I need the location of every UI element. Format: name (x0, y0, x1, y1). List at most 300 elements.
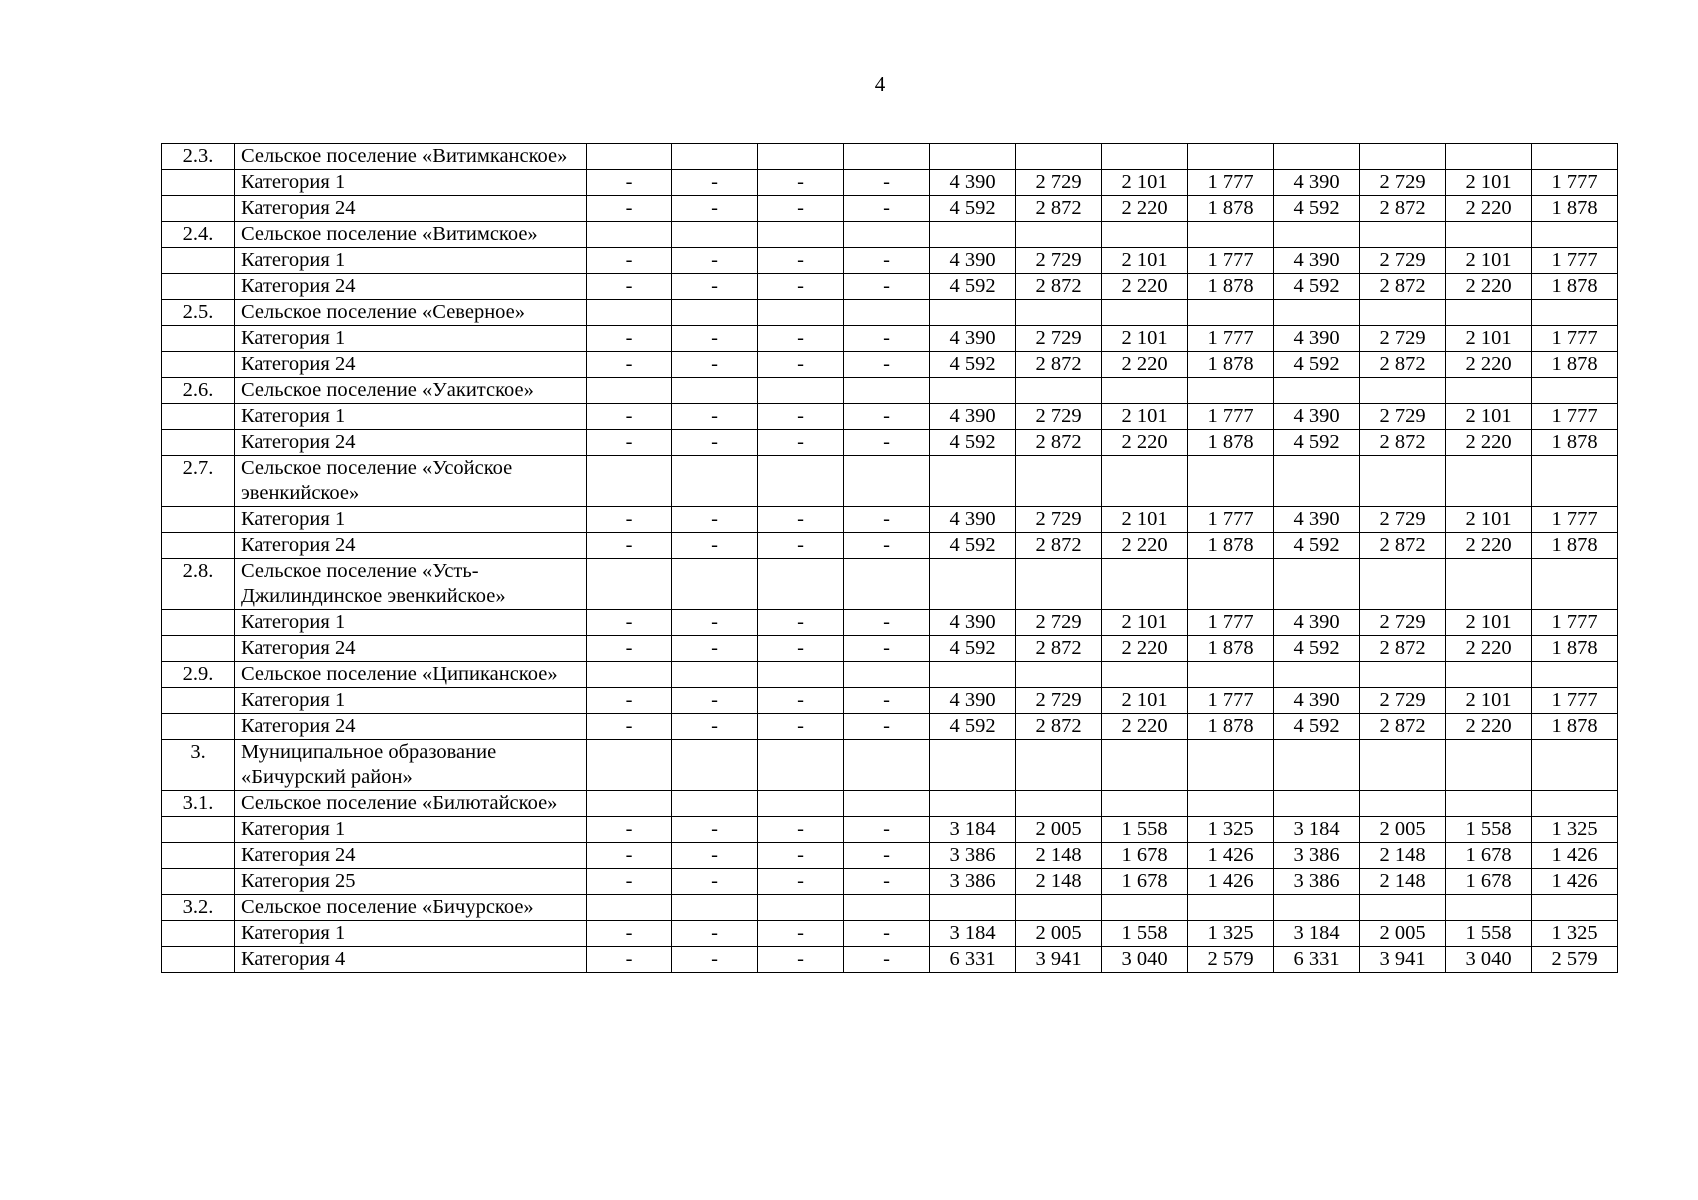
dash-cell: - (758, 817, 844, 843)
dash-cell: - (758, 869, 844, 895)
dash-cell: - (844, 170, 930, 196)
page-number: 4 (874, 72, 886, 96)
value-cell: 2 729 (1360, 326, 1446, 352)
dash-cell: - (844, 196, 930, 222)
row-number (162, 430, 235, 456)
dash-cell (587, 378, 672, 404)
value-cell: 1 878 (1532, 714, 1618, 740)
row-name: Сельское поселение «Ципиканское» (235, 662, 587, 688)
value-cell (1188, 222, 1274, 248)
value-cell: 1 777 (1532, 610, 1618, 636)
row-number (162, 326, 235, 352)
row-name: Категория 1 (235, 817, 587, 843)
value-cell: 2 729 (1360, 248, 1446, 274)
value-cell (1532, 456, 1618, 507)
value-cell: 4 390 (1274, 326, 1360, 352)
dash-cell: - (758, 326, 844, 352)
dash-cell (587, 222, 672, 248)
dash-cell: - (672, 869, 758, 895)
value-cell (1532, 378, 1618, 404)
dash-cell (844, 300, 930, 326)
value-cell (1188, 740, 1274, 791)
table-row (162, 895, 1618, 921)
dash-cell: - (587, 817, 672, 843)
row-number (162, 352, 235, 378)
table-row (162, 533, 1618, 559)
value-cell: 2 220 (1102, 714, 1188, 740)
value-cell: 2 148 (1016, 843, 1102, 869)
dash-cell: - (844, 843, 930, 869)
value-cell: 2 005 (1360, 817, 1446, 843)
table-row (162, 222, 1618, 248)
value-cell: 4 390 (1274, 248, 1360, 274)
value-cell: 2 872 (1016, 196, 1102, 222)
value-cell: 2 729 (1360, 170, 1446, 196)
value-cell (1188, 456, 1274, 507)
row-name: Категория 25 (235, 869, 587, 895)
dash-cell: - (672, 947, 758, 973)
value-cell: 2 729 (1016, 688, 1102, 714)
dash-cell: - (587, 636, 672, 662)
dash-cell: - (758, 170, 844, 196)
value-cell (1188, 559, 1274, 610)
dash-cell (587, 895, 672, 921)
value-cell: 1 777 (1532, 248, 1618, 274)
dash-cell: - (844, 714, 930, 740)
value-cell: 4 390 (1274, 507, 1360, 533)
table-row (162, 430, 1618, 456)
value-cell: 4 592 (1274, 274, 1360, 300)
row-number (162, 817, 235, 843)
dash-cell (844, 559, 930, 610)
dash-cell (587, 791, 672, 817)
value-cell (1446, 662, 1532, 688)
value-cell (1102, 740, 1188, 791)
row-name: Категория 1 (235, 170, 587, 196)
value-cell: 4 390 (930, 170, 1016, 196)
dash-cell: - (758, 688, 844, 714)
dash-cell: - (672, 196, 758, 222)
dash-cell (758, 662, 844, 688)
value-cell (1532, 300, 1618, 326)
row-number (162, 688, 235, 714)
value-cell: 4 390 (1274, 610, 1360, 636)
table-row (162, 921, 1618, 947)
dash-cell (672, 791, 758, 817)
value-cell: 2 101 (1446, 688, 1532, 714)
value-cell: 1 878 (1532, 352, 1618, 378)
value-cell: 2 872 (1016, 352, 1102, 378)
dash-cell (758, 378, 844, 404)
value-cell: 1 777 (1532, 507, 1618, 533)
value-cell (1102, 895, 1188, 921)
row-name: Категория 1 (235, 326, 587, 352)
dash-cell: - (844, 404, 930, 430)
dash-cell: - (672, 817, 758, 843)
value-cell: 2 101 (1446, 170, 1532, 196)
dash-cell: - (844, 636, 930, 662)
dash-cell: - (587, 430, 672, 456)
value-cell: 1 426 (1532, 869, 1618, 895)
value-cell: 2 579 (1532, 947, 1618, 973)
dash-cell: - (758, 610, 844, 636)
value-cell: 2 872 (1016, 430, 1102, 456)
value-cell (1016, 791, 1102, 817)
value-cell (1188, 895, 1274, 921)
dash-cell (758, 559, 844, 610)
value-cell (1446, 300, 1532, 326)
value-cell: 1 777 (1188, 248, 1274, 274)
dash-cell: - (672, 170, 758, 196)
dash-cell: - (844, 274, 930, 300)
value-cell: 2 148 (1016, 869, 1102, 895)
value-cell (1532, 662, 1618, 688)
table-row (162, 740, 1618, 791)
table-row (162, 636, 1618, 662)
dash-cell: - (672, 352, 758, 378)
dash-cell: - (587, 196, 672, 222)
value-cell: 2 729 (1360, 688, 1446, 714)
dash-cell (758, 144, 844, 170)
value-cell: 4 390 (1274, 688, 1360, 714)
dash-cell (672, 144, 758, 170)
value-cell: 2 101 (1446, 326, 1532, 352)
value-cell (1360, 300, 1446, 326)
dash-cell (758, 456, 844, 507)
value-cell: 2 101 (1446, 610, 1532, 636)
dash-cell (758, 740, 844, 791)
value-cell (1360, 456, 1446, 507)
value-cell: 6 331 (930, 947, 1016, 973)
row-number: 2.5. (162, 300, 235, 326)
value-cell (1102, 378, 1188, 404)
value-cell (1446, 378, 1532, 404)
row-number (162, 610, 235, 636)
value-cell: 2 101 (1446, 248, 1532, 274)
value-cell: 2 101 (1446, 507, 1532, 533)
value-cell (930, 791, 1016, 817)
value-cell: 4 592 (930, 274, 1016, 300)
value-cell (930, 378, 1016, 404)
value-cell: 3 386 (1274, 869, 1360, 895)
row-number: 2.8. (162, 559, 235, 610)
value-cell: 2 872 (1360, 196, 1446, 222)
dash-cell (672, 559, 758, 610)
dash-cell (672, 895, 758, 921)
dash-cell: - (587, 714, 672, 740)
value-cell: 1 878 (1188, 274, 1274, 300)
dash-cell (672, 300, 758, 326)
value-cell: 3 040 (1446, 947, 1532, 973)
dash-cell: - (758, 507, 844, 533)
row-name: Категория 24 (235, 274, 587, 300)
dash-cell: - (587, 610, 672, 636)
dash-cell: - (672, 326, 758, 352)
value-cell: 2 101 (1102, 688, 1188, 714)
row-number: 2.6. (162, 378, 235, 404)
table-row (162, 248, 1618, 274)
dash-cell: - (844, 688, 930, 714)
dash-cell (587, 662, 672, 688)
value-cell: 4 390 (930, 688, 1016, 714)
value-cell: 2 220 (1446, 533, 1532, 559)
value-cell (1016, 378, 1102, 404)
table-row (162, 456, 1618, 507)
row-number: 3.2. (162, 895, 235, 921)
value-cell (1360, 222, 1446, 248)
dash-cell (758, 222, 844, 248)
dash-cell: - (672, 843, 758, 869)
dash-cell: - (758, 404, 844, 430)
dash-cell: - (844, 610, 930, 636)
value-cell: 2 872 (1360, 274, 1446, 300)
table-row (162, 714, 1618, 740)
row-name: Сельское поселение «Уакитское» (235, 378, 587, 404)
dash-cell: - (672, 688, 758, 714)
table-row (162, 404, 1618, 430)
dash-cell (587, 740, 672, 791)
row-number (162, 869, 235, 895)
dash-cell: - (672, 274, 758, 300)
value-cell: 4 592 (1274, 636, 1360, 662)
value-cell: 2 872 (1016, 274, 1102, 300)
value-cell: 4 390 (930, 507, 1016, 533)
table-body (162, 144, 1618, 973)
value-cell: 1 558 (1102, 921, 1188, 947)
value-cell (1532, 222, 1618, 248)
value-cell (1102, 144, 1188, 170)
value-cell (1274, 791, 1360, 817)
value-cell (1360, 144, 1446, 170)
row-number (162, 170, 235, 196)
row-name: Сельское поселение «Витимканское» (235, 144, 587, 170)
row-number: 2.7. (162, 456, 235, 507)
row-name: Сельское поселение «Усть-Джилиндинское эвенкийское» (235, 559, 587, 610)
value-cell: 3 184 (930, 921, 1016, 947)
value-cell: 2 872 (1360, 352, 1446, 378)
row-number (162, 196, 235, 222)
value-cell: 1 777 (1188, 170, 1274, 196)
dash-cell: - (844, 352, 930, 378)
dash-cell: - (672, 533, 758, 559)
value-cell (1274, 222, 1360, 248)
dash-cell (672, 740, 758, 791)
dash-cell: - (758, 921, 844, 947)
dash-cell: - (672, 404, 758, 430)
value-cell: 1 878 (1188, 430, 1274, 456)
dash-cell: - (844, 507, 930, 533)
dash-cell (672, 378, 758, 404)
value-cell (1102, 222, 1188, 248)
value-cell: 2 101 (1102, 170, 1188, 196)
value-cell: 1 878 (1532, 196, 1618, 222)
value-cell (1188, 791, 1274, 817)
dash-cell: - (672, 714, 758, 740)
value-cell: 1 878 (1188, 196, 1274, 222)
row-name: Муниципальное образование «Бичурский район» (235, 740, 587, 791)
value-cell: 1 878 (1532, 430, 1618, 456)
dash-cell (844, 456, 930, 507)
dash-cell: - (587, 326, 672, 352)
value-cell: 2 220 (1446, 430, 1532, 456)
value-cell: 2 872 (1360, 636, 1446, 662)
dash-cell (672, 662, 758, 688)
value-cell: 2 872 (1016, 533, 1102, 559)
dash-cell: - (672, 507, 758, 533)
row-number (162, 507, 235, 533)
dash-cell: - (587, 404, 672, 430)
value-cell (1274, 662, 1360, 688)
value-cell: 4 390 (1274, 404, 1360, 430)
value-cell: 4 592 (1274, 714, 1360, 740)
value-cell: 1 878 (1532, 274, 1618, 300)
row-name: Категория 4 (235, 947, 587, 973)
value-cell (1016, 740, 1102, 791)
row-name: Категория 24 (235, 430, 587, 456)
dash-cell: - (758, 274, 844, 300)
table-row (162, 274, 1618, 300)
value-cell: 1 558 (1446, 921, 1532, 947)
row-name: Категория 24 (235, 352, 587, 378)
value-cell: 3 184 (1274, 921, 1360, 947)
dash-cell: - (758, 714, 844, 740)
value-cell (1532, 144, 1618, 170)
dash-cell (844, 662, 930, 688)
value-cell (1360, 895, 1446, 921)
value-cell: 1 426 (1532, 843, 1618, 869)
value-cell: 1 325 (1188, 817, 1274, 843)
value-cell (1532, 791, 1618, 817)
dash-cell: - (672, 921, 758, 947)
row-number: 2.9. (162, 662, 235, 688)
value-cell: 4 592 (930, 533, 1016, 559)
value-cell: 1 426 (1188, 843, 1274, 869)
row-name: Категория 24 (235, 714, 587, 740)
value-cell: 1 878 (1188, 533, 1274, 559)
value-cell (1016, 222, 1102, 248)
table-row (162, 559, 1618, 610)
row-name: Категория 24 (235, 533, 587, 559)
value-cell: 1 558 (1446, 817, 1532, 843)
row-number (162, 714, 235, 740)
value-cell: 2 729 (1360, 610, 1446, 636)
table-row (162, 507, 1618, 533)
value-cell (1274, 740, 1360, 791)
value-cell: 1 878 (1188, 352, 1274, 378)
value-cell: 1 777 (1532, 170, 1618, 196)
value-cell (1532, 895, 1618, 921)
row-name: Сельское поселение «Билютайское» (235, 791, 587, 817)
table-row (162, 791, 1618, 817)
dash-cell: - (672, 430, 758, 456)
value-cell: 3 386 (1274, 843, 1360, 869)
value-cell: 2 220 (1102, 636, 1188, 662)
dash-cell (587, 300, 672, 326)
row-number (162, 947, 235, 973)
dash-cell: - (844, 869, 930, 895)
value-cell (1446, 791, 1532, 817)
value-cell (1274, 300, 1360, 326)
row-name: Категория 1 (235, 610, 587, 636)
value-cell (1360, 559, 1446, 610)
dash-cell: - (758, 352, 844, 378)
value-cell: 2 872 (1360, 430, 1446, 456)
dash-cell: - (587, 507, 672, 533)
value-cell (930, 559, 1016, 610)
table-row (162, 196, 1618, 222)
value-cell: 2 101 (1102, 404, 1188, 430)
value-cell: 1 325 (1188, 921, 1274, 947)
value-cell (1274, 559, 1360, 610)
dash-cell: - (844, 248, 930, 274)
dash-cell (844, 378, 930, 404)
row-name: Категория 1 (235, 688, 587, 714)
value-cell (1446, 895, 1532, 921)
value-cell: 2 148 (1360, 869, 1446, 895)
value-cell (1188, 378, 1274, 404)
dash-cell (758, 791, 844, 817)
value-cell: 2 220 (1102, 430, 1188, 456)
row-name: Категория 1 (235, 248, 587, 274)
row-number (162, 533, 235, 559)
row-number (162, 921, 235, 947)
value-cell (1016, 559, 1102, 610)
row-number (162, 248, 235, 274)
row-name: Категория 24 (235, 636, 587, 662)
dash-cell (587, 559, 672, 610)
value-cell: 2 005 (1360, 921, 1446, 947)
dash-cell: - (758, 430, 844, 456)
value-cell: 2 220 (1446, 274, 1532, 300)
row-name: Категория 1 (235, 404, 587, 430)
dash-cell (844, 740, 930, 791)
row-name: Категория 1 (235, 921, 587, 947)
value-cell: 4 592 (1274, 196, 1360, 222)
dash-cell: - (587, 533, 672, 559)
dash-cell (844, 144, 930, 170)
value-cell: 2 872 (1016, 714, 1102, 740)
value-cell: 1 777 (1188, 610, 1274, 636)
value-cell: 2 220 (1102, 533, 1188, 559)
value-cell (1274, 895, 1360, 921)
dash-cell (587, 456, 672, 507)
value-cell: 4 390 (930, 610, 1016, 636)
row-name: Сельское поселение «Северное» (235, 300, 587, 326)
row-name: Сельское поселение «Усойское эвенкийское» (235, 456, 587, 507)
value-cell: 1 777 (1532, 404, 1618, 430)
dash-cell: - (844, 947, 930, 973)
value-cell: 4 390 (930, 326, 1016, 352)
value-cell: 4 592 (930, 196, 1016, 222)
value-cell: 1 325 (1532, 817, 1618, 843)
row-name: Категория 24 (235, 196, 587, 222)
value-cell (930, 662, 1016, 688)
value-cell: 3 941 (1360, 947, 1446, 973)
table-row (162, 843, 1618, 869)
value-cell: 2 729 (1016, 610, 1102, 636)
dash-cell: - (758, 636, 844, 662)
dash-cell: - (844, 326, 930, 352)
table-row (162, 326, 1618, 352)
value-cell: 2 101 (1102, 610, 1188, 636)
value-cell: 1 678 (1446, 869, 1532, 895)
table-row (162, 817, 1618, 843)
row-name: Категория 24 (235, 843, 587, 869)
dash-cell: - (587, 248, 672, 274)
row-number: 3.1. (162, 791, 235, 817)
value-cell: 4 592 (1274, 352, 1360, 378)
value-cell: 2 729 (1016, 326, 1102, 352)
